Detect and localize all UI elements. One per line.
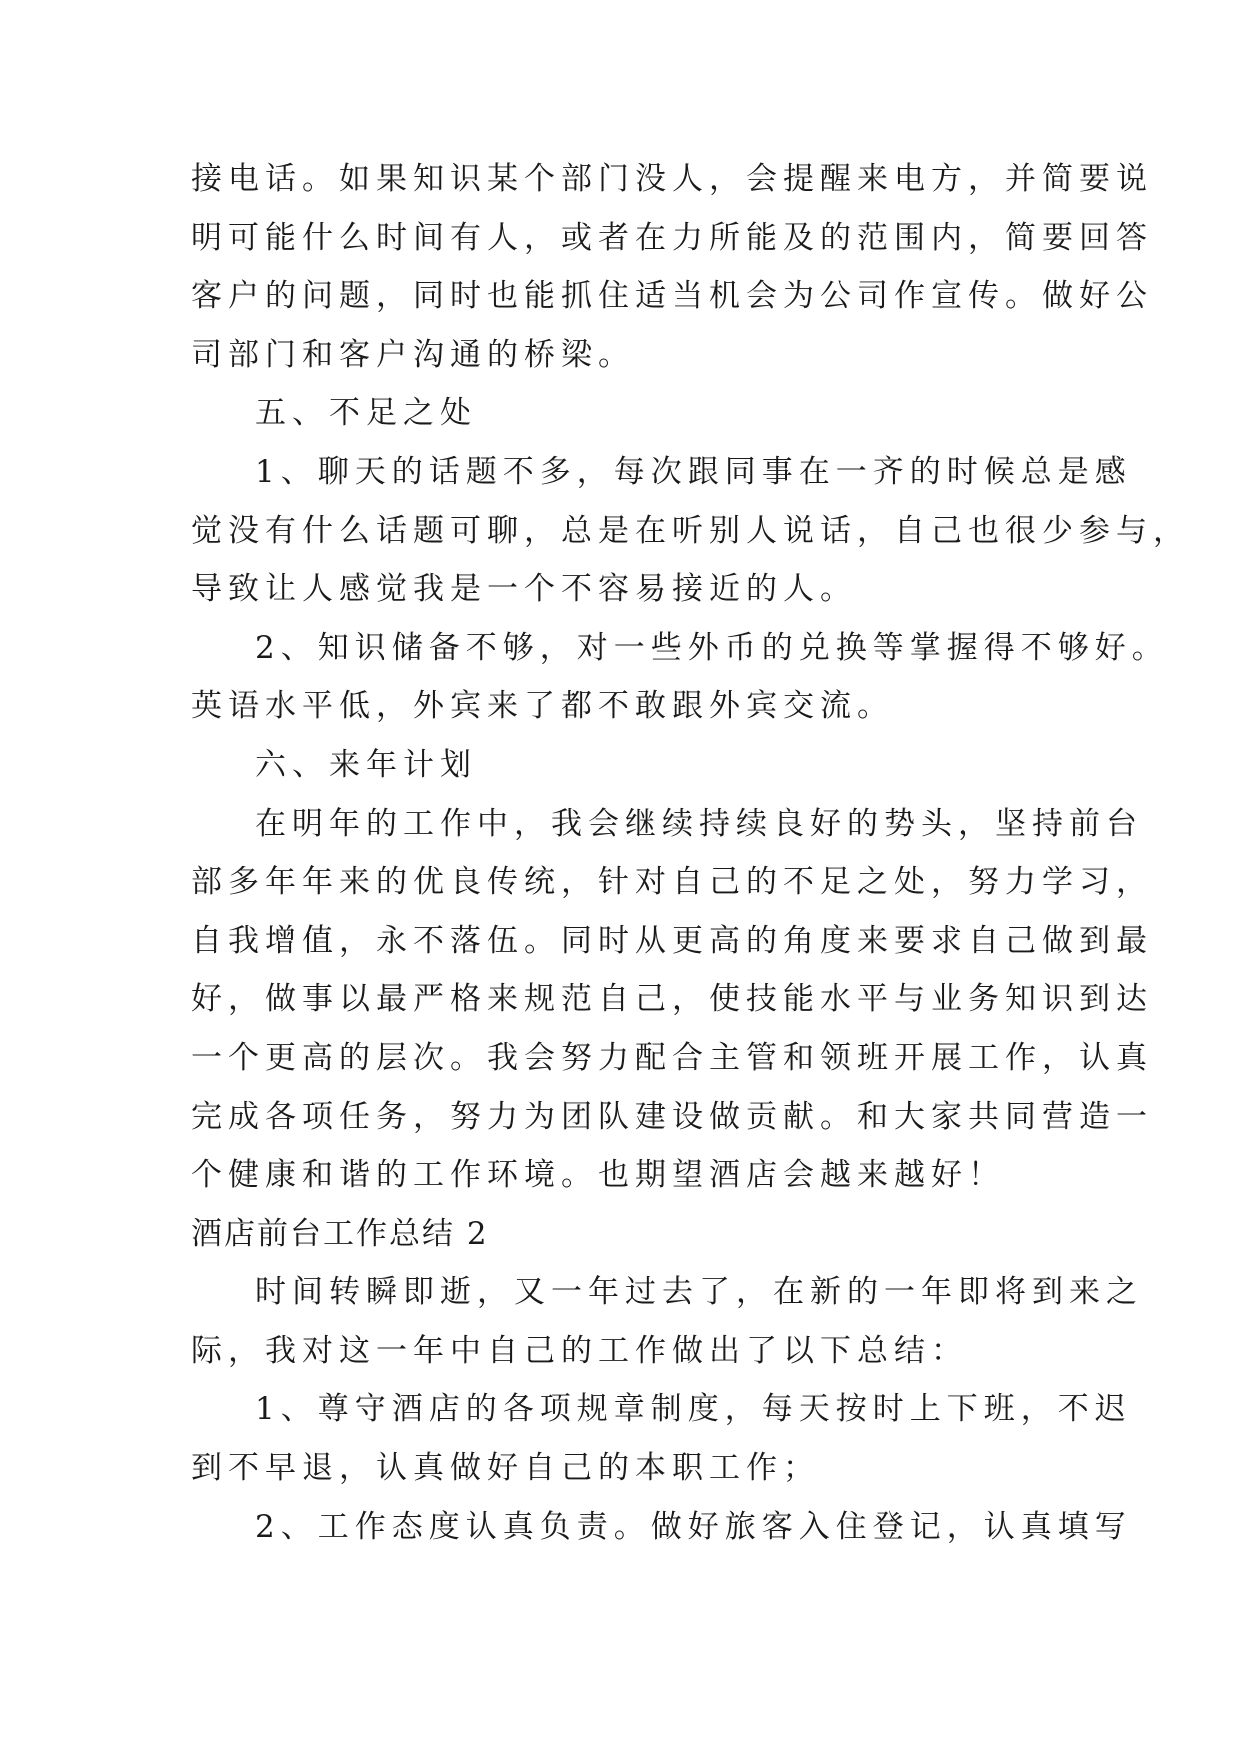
body-line: 时间转瞬即逝，又一年过去了，在新的一年即将到来之 <box>255 1274 1143 1311</box>
body-line: 导致让人感觉我是一个不容易接近的人。 <box>191 571 857 608</box>
body-line: 到不早退，认真做好自己的本职工作； <box>191 1450 820 1487</box>
body-line: 1、尊守酒店的各项规章制度，每天按时上下班，不迟 <box>255 1391 1132 1428</box>
body-line: 好，做事以最严格来规范自己，使技能水平与业务知识到达 <box>191 981 1153 1018</box>
body-line: 明可能什么时间有人，或者在力所能及的范围内，简要回答 <box>191 219 1153 256</box>
body-line: 际，我对这一年中自己的工作做出了以下总结： <box>191 1332 968 1369</box>
body-line: 个健康和谐的工作环境。也期望酒店会越来越好！ <box>191 1157 1005 1194</box>
article-title: 酒店前台工作总结 2 <box>191 1215 489 1252</box>
body-line: 接电话。如果知识某个部门没人，会提醒来电方，并简要说 <box>191 161 1153 197</box>
body-line: 一个更高的层次。我会努力配合主管和领班开展工作，认真 <box>191 1039 1153 1076</box>
document-body <box>191 150 1190 1556</box>
body-line: 完成各项任务，努力为团队建设做贡献。和大家共同营造一 <box>191 1098 1153 1135</box>
body-line: 客户的问题，同时也能抓住适当机会为公司作宣传。做好公 <box>191 278 1153 315</box>
body-line: 2、工作态度认真负责。做好旅客入住登记，认真填写 <box>255 1508 1132 1545</box>
section-heading: 五、不足之处 <box>255 395 477 432</box>
body-line: 部多年年来的优良传统，针对自己的不足之处，努力学习， <box>191 864 1153 901</box>
body-line: 英语水平低，外宾来了都不敢跟外宾交流。 <box>191 688 894 725</box>
body-line: 司部门和客户沟通的桥梁。 <box>191 336 635 373</box>
section-heading: 六、来年计划 <box>255 746 477 783</box>
body-line: 2、知识储备不够，对一些外币的兑换等掌握得不够好。 <box>255 629 1169 666</box>
body-line: 自我增值，永不落伍。同时从更高的角度来要求自己做到最 <box>191 922 1153 959</box>
body-line: 觉没有什么话题可聊，总是在听别人说话，自己也很少参与， <box>191 512 1190 549</box>
body-line: 1、聊天的话题不多，每次跟同事在一齐的时候总是感 <box>255 453 1132 490</box>
body-line: 在明年的工作中，我会继续持续良好的势头，坚持前台 <box>255 805 1143 842</box>
